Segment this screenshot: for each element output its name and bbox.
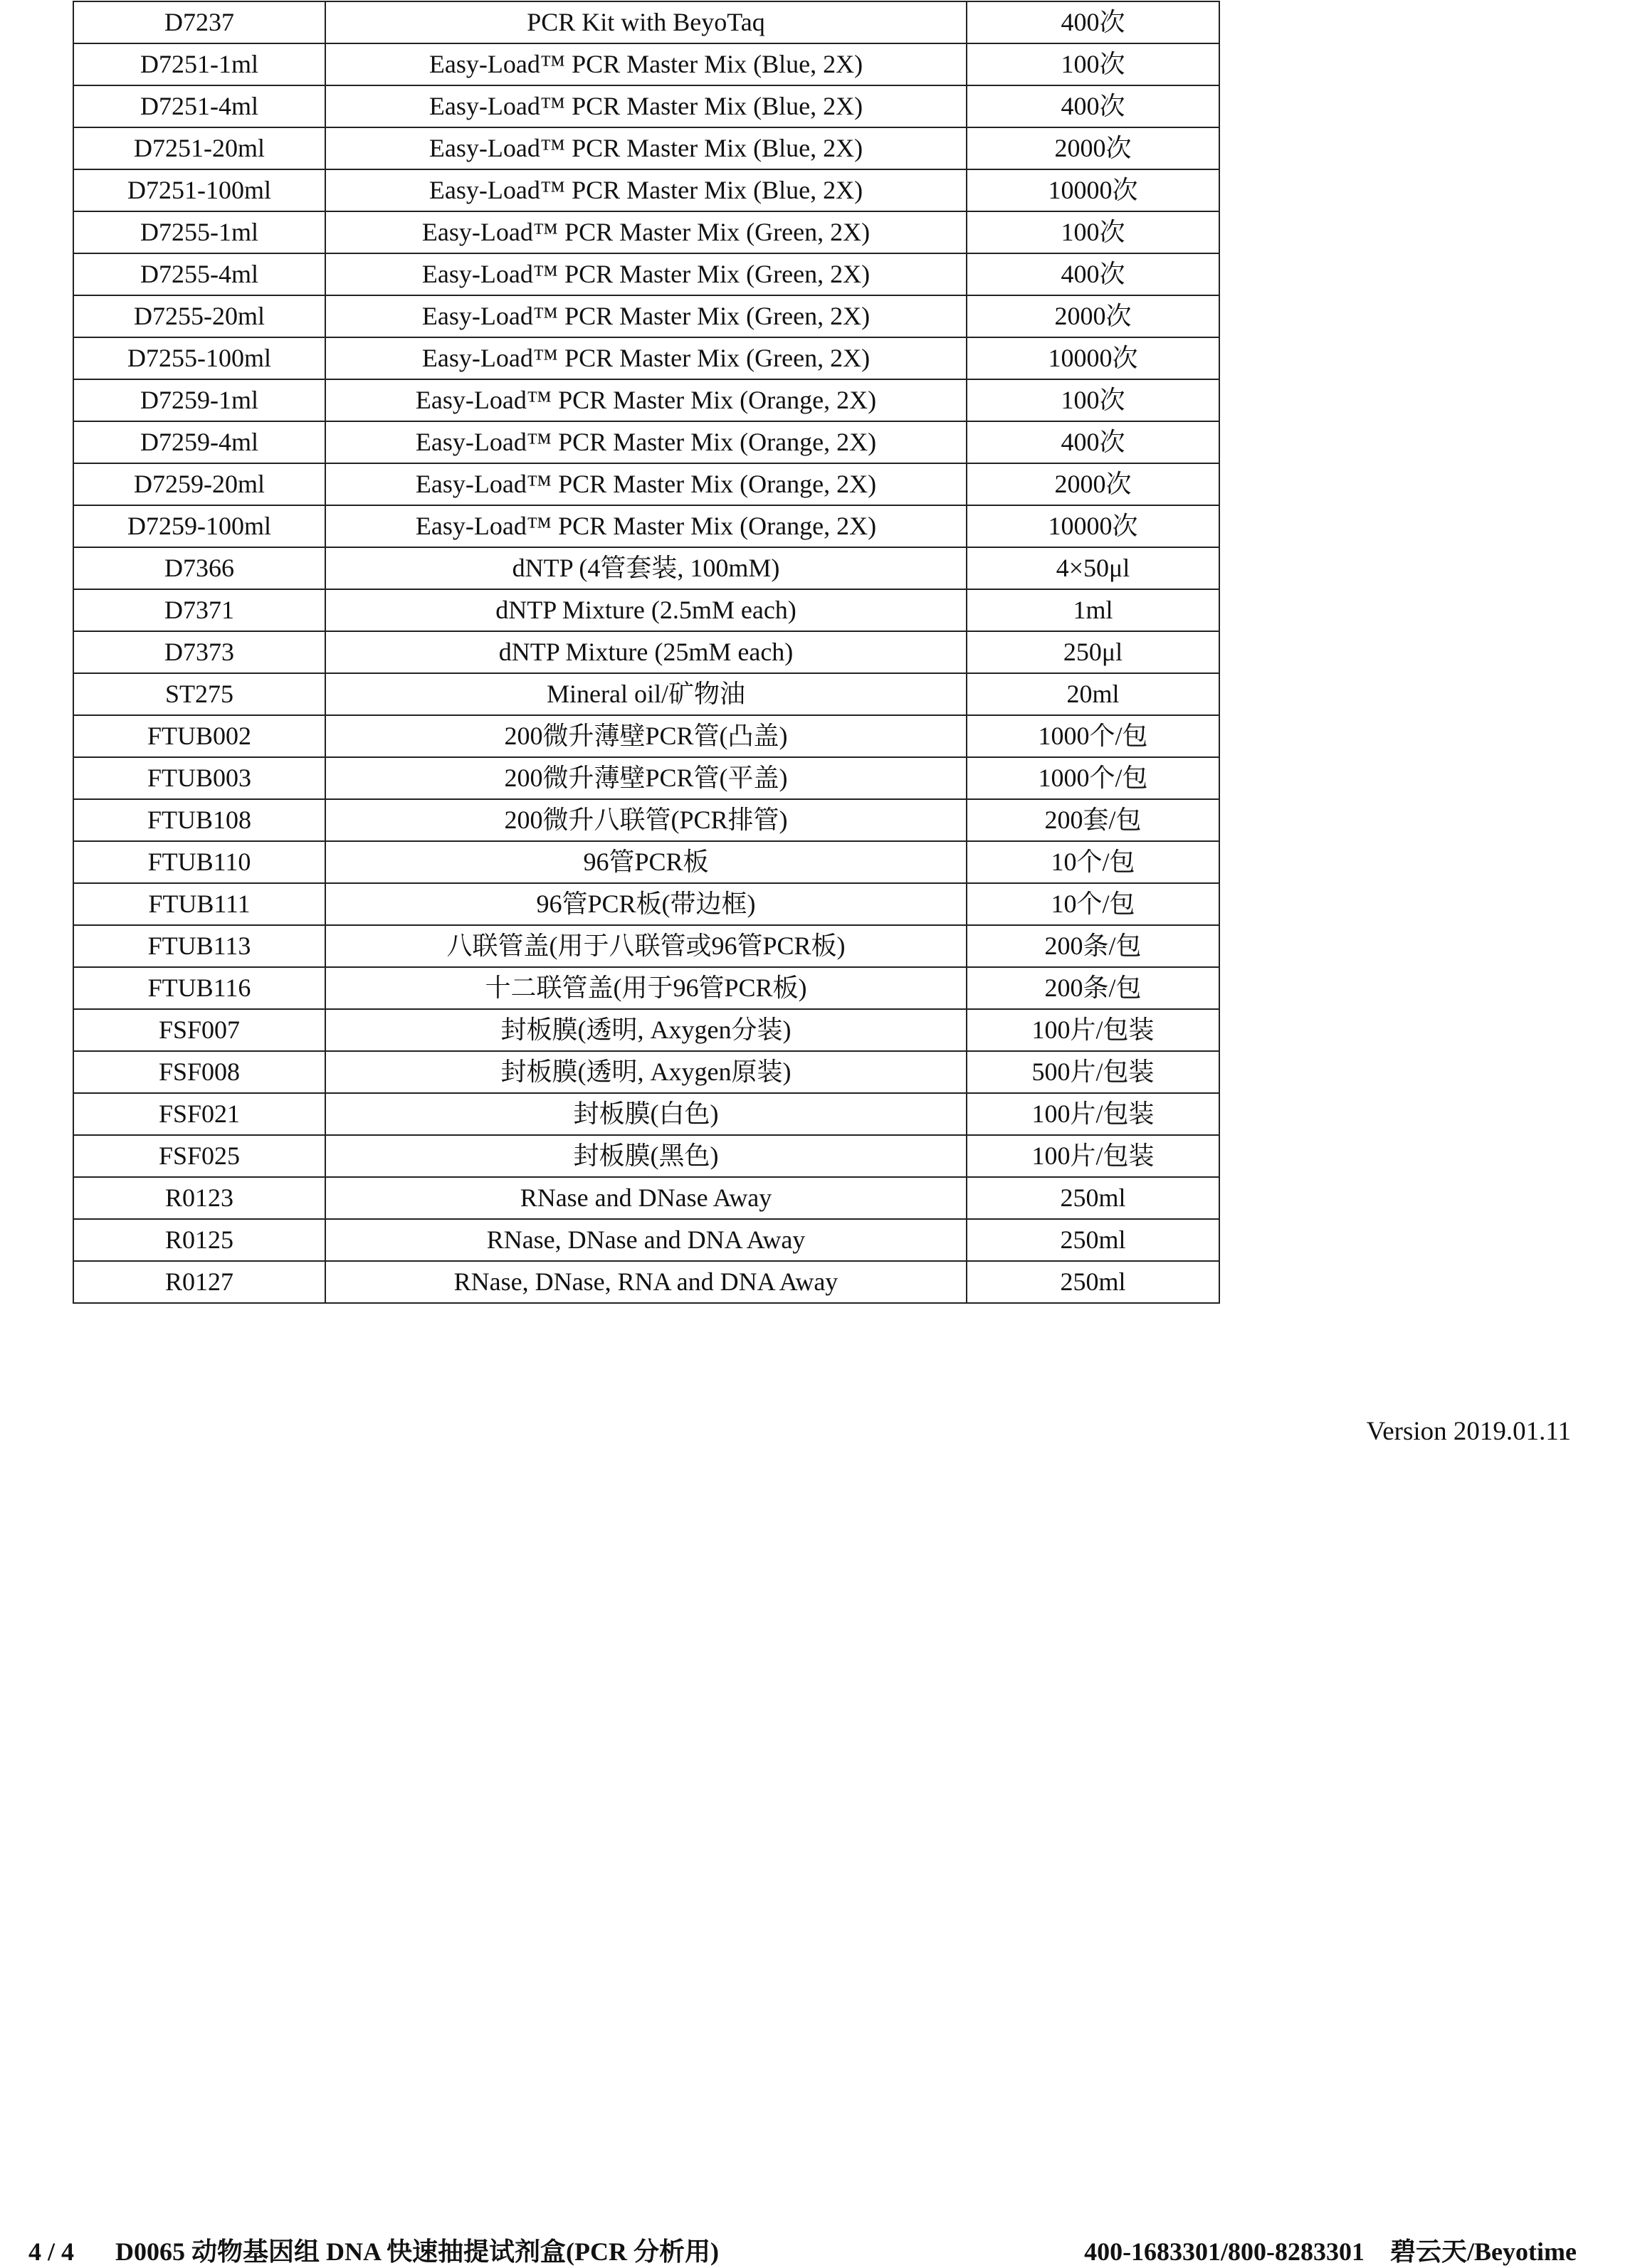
product-name-cell: Easy-Load™ PCR Master Mix (Green, 2X)	[325, 337, 967, 379]
table-row	[73, 211, 1219, 253]
product-size-cell: 100片/包装	[967, 1135, 1219, 1177]
product-size-cell: 10个/包	[967, 841, 1219, 883]
product-name-cell: 八联管盖(用于八联管或96管PCR板)	[325, 925, 967, 967]
product-code-cell: D7255-1ml	[73, 211, 325, 253]
product-name-cell: Mineral oil/矿物油	[325, 673, 967, 715]
table-row	[73, 463, 1219, 505]
table-row	[73, 757, 1219, 799]
footer-contact: 400-1683301/800-8283301 碧云天/Beyotime	[1084, 2237, 1577, 2266]
product-code-cell: D7259-100ml	[73, 505, 325, 547]
product-code-cell: FTUB110	[73, 841, 325, 883]
product-name-cell: Easy-Load™ PCR Master Mix (Green, 2X)	[325, 295, 967, 337]
product-code-cell: FSF008	[73, 1051, 325, 1093]
product-size-cell: 200套/包	[967, 799, 1219, 841]
product-size-cell: 100片/包装	[967, 1093, 1219, 1135]
product-size-cell: 400次	[967, 1, 1219, 43]
product-name-cell: Easy-Load™ PCR Master Mix (Blue, 2X)	[325, 127, 967, 169]
page-number: 4 / 4	[28, 2237, 75, 2266]
product-code-cell: FSF007	[73, 1009, 325, 1051]
product-size-cell: 10000次	[967, 505, 1219, 547]
product-name-cell: Easy-Load™ PCR Master Mix (Orange, 2X)	[325, 463, 967, 505]
product-code-cell: D7366	[73, 547, 325, 589]
product-name-cell: Easy-Load™ PCR Master Mix (Blue, 2X)	[325, 169, 967, 211]
table-row	[73, 1261, 1219, 1303]
product-size-cell: 400次	[967, 85, 1219, 127]
product-code-cell: D7255-20ml	[73, 295, 325, 337]
product-code-cell: D7255-4ml	[73, 253, 325, 295]
product-code-cell: FTUB002	[73, 715, 325, 757]
product-code-cell: D7373	[73, 631, 325, 673]
table-row	[73, 421, 1219, 463]
table-row	[73, 337, 1219, 379]
product-size-cell: 10000次	[967, 169, 1219, 211]
product-size-cell: 200条/包	[967, 925, 1219, 967]
product-code-cell: ST275	[73, 673, 325, 715]
product-code-cell: D7237	[73, 1, 325, 43]
table-row	[73, 1051, 1219, 1093]
product-code-cell: R0125	[73, 1219, 325, 1261]
table-row	[73, 883, 1219, 925]
product-size-cell: 2000次	[967, 127, 1219, 169]
footer-doc-title: D0065 动物基因组 DNA 快速抽提试剂盒(PCR 分析用)	[115, 2237, 719, 2266]
product-name-cell: Easy-Load™ PCR Master Mix (Orange, 2X)	[325, 505, 967, 547]
product-name-cell: dNTP Mixture (2.5mM each)	[325, 589, 967, 631]
product-code-cell: D7251-100ml	[73, 169, 325, 211]
product-size-cell: 250ml	[967, 1261, 1219, 1303]
product-name-cell: 96管PCR板	[325, 841, 967, 883]
product-name-cell: 封板膜(透明, Axygen原装)	[325, 1051, 967, 1093]
product-name-cell: 十二联管盖(用于96管PCR板)	[325, 967, 967, 1009]
product-name-cell: PCR Kit with BeyoTaq	[325, 1, 967, 43]
table-row	[73, 631, 1219, 673]
product-name-cell: Easy-Load™ PCR Master Mix (Orange, 2X)	[325, 379, 967, 421]
product-code-cell: R0127	[73, 1261, 325, 1303]
table-row	[73, 589, 1219, 631]
table-row	[73, 673, 1219, 715]
product-name-cell: 封板膜(白色)	[325, 1093, 967, 1135]
product-size-cell: 1000个/包	[967, 757, 1219, 799]
table-row	[73, 43, 1219, 85]
product-code-cell: D7251-4ml	[73, 85, 325, 127]
table-row	[73, 85, 1219, 127]
version-label: Version 2019.01.11	[1366, 1417, 1571, 1446]
product-size-cell: 2000次	[967, 295, 1219, 337]
product-size-cell: 250μl	[967, 631, 1219, 673]
table-row	[73, 1093, 1219, 1135]
product-name-cell: RNase, DNase and DNA Away	[325, 1219, 967, 1261]
product-name-cell: 200微升八联管(PCR排管)	[325, 799, 967, 841]
table-row	[73, 925, 1219, 967]
product-code-cell: FTUB113	[73, 925, 325, 967]
table-row	[73, 1135, 1219, 1177]
product-size-cell: 100次	[967, 211, 1219, 253]
product-name-cell: 封板膜(黑色)	[325, 1135, 967, 1177]
table-row	[73, 967, 1219, 1009]
product-code-cell: FTUB111	[73, 883, 325, 925]
product-size-cell: 4×50μl	[967, 547, 1219, 589]
product-size-cell: 100次	[967, 43, 1219, 85]
product-name-cell: dNTP (4管套装, 100mM)	[325, 547, 967, 589]
product-size-cell: 400次	[967, 253, 1219, 295]
product-name-cell: 200微升薄壁PCR管(平盖)	[325, 757, 967, 799]
table-row	[73, 547, 1219, 589]
product-size-cell: 20ml	[967, 673, 1219, 715]
product-name-cell: RNase, DNase, RNA and DNA Away	[325, 1261, 967, 1303]
product-size-cell: 250ml	[967, 1177, 1219, 1219]
product-name-cell: 200微升薄壁PCR管(凸盖)	[325, 715, 967, 757]
product-size-cell: 100次	[967, 379, 1219, 421]
product-code-cell: D7371	[73, 589, 325, 631]
product-code-cell: D7251-20ml	[73, 127, 325, 169]
page-footer	[0, 2236, 1635, 2267]
product-size-cell: 500片/包装	[967, 1051, 1219, 1093]
table-row	[73, 295, 1219, 337]
product-name-cell: Easy-Load™ PCR Master Mix (Blue, 2X)	[325, 85, 967, 127]
product-size-cell: 1000个/包	[967, 715, 1219, 757]
product-code-cell: FSF021	[73, 1093, 325, 1135]
table-row	[73, 127, 1219, 169]
product-name-cell: RNase and DNase Away	[325, 1177, 967, 1219]
table-row	[73, 799, 1219, 841]
table-row	[73, 379, 1219, 421]
product-code-cell: D7259-20ml	[73, 463, 325, 505]
product-code-cell: FTUB003	[73, 757, 325, 799]
table-row	[73, 169, 1219, 211]
product-size-cell: 100片/包装	[967, 1009, 1219, 1051]
product-size-cell: 10000次	[967, 337, 1219, 379]
product-size-cell: 10个/包	[967, 883, 1219, 925]
table-row	[73, 841, 1219, 883]
table-row	[73, 253, 1219, 295]
product-size-cell: 400次	[967, 421, 1219, 463]
product-code-cell: FTUB108	[73, 799, 325, 841]
table-row	[73, 1219, 1219, 1261]
product-size-cell: 250ml	[967, 1219, 1219, 1261]
product-name-cell: Easy-Load™ PCR Master Mix (Green, 2X)	[325, 253, 967, 295]
product-code-cell: FSF025	[73, 1135, 325, 1177]
table-row	[73, 505, 1219, 547]
product-name-cell: Easy-Load™ PCR Master Mix (Blue, 2X)	[325, 43, 967, 85]
product-code-cell: D7259-1ml	[73, 379, 325, 421]
product-name-cell: 封板膜(透明, Axygen分装)	[325, 1009, 967, 1051]
product-size-cell: 2000次	[967, 463, 1219, 505]
product-code-cell: D7251-1ml	[73, 43, 325, 85]
table-row	[73, 1177, 1219, 1219]
table-row	[73, 715, 1219, 757]
product-table-body	[73, 1, 1219, 1303]
product-code-cell: FTUB116	[73, 967, 325, 1009]
product-table	[73, 1, 1220, 1304]
product-name-cell: dNTP Mixture (25mM each)	[325, 631, 967, 673]
product-name-cell: Easy-Load™ PCR Master Mix (Green, 2X)	[325, 211, 967, 253]
product-code-cell: D7259-4ml	[73, 421, 325, 463]
product-name-cell: 96管PCR板(带边框)	[325, 883, 967, 925]
product-code-cell: D7255-100ml	[73, 337, 325, 379]
product-size-cell: 1ml	[967, 589, 1219, 631]
product-name-cell: Easy-Load™ PCR Master Mix (Orange, 2X)	[325, 421, 967, 463]
product-code-cell: R0123	[73, 1177, 325, 1219]
table-row	[73, 1, 1219, 43]
product-size-cell: 200条/包	[967, 967, 1219, 1009]
table-row	[73, 1009, 1219, 1051]
